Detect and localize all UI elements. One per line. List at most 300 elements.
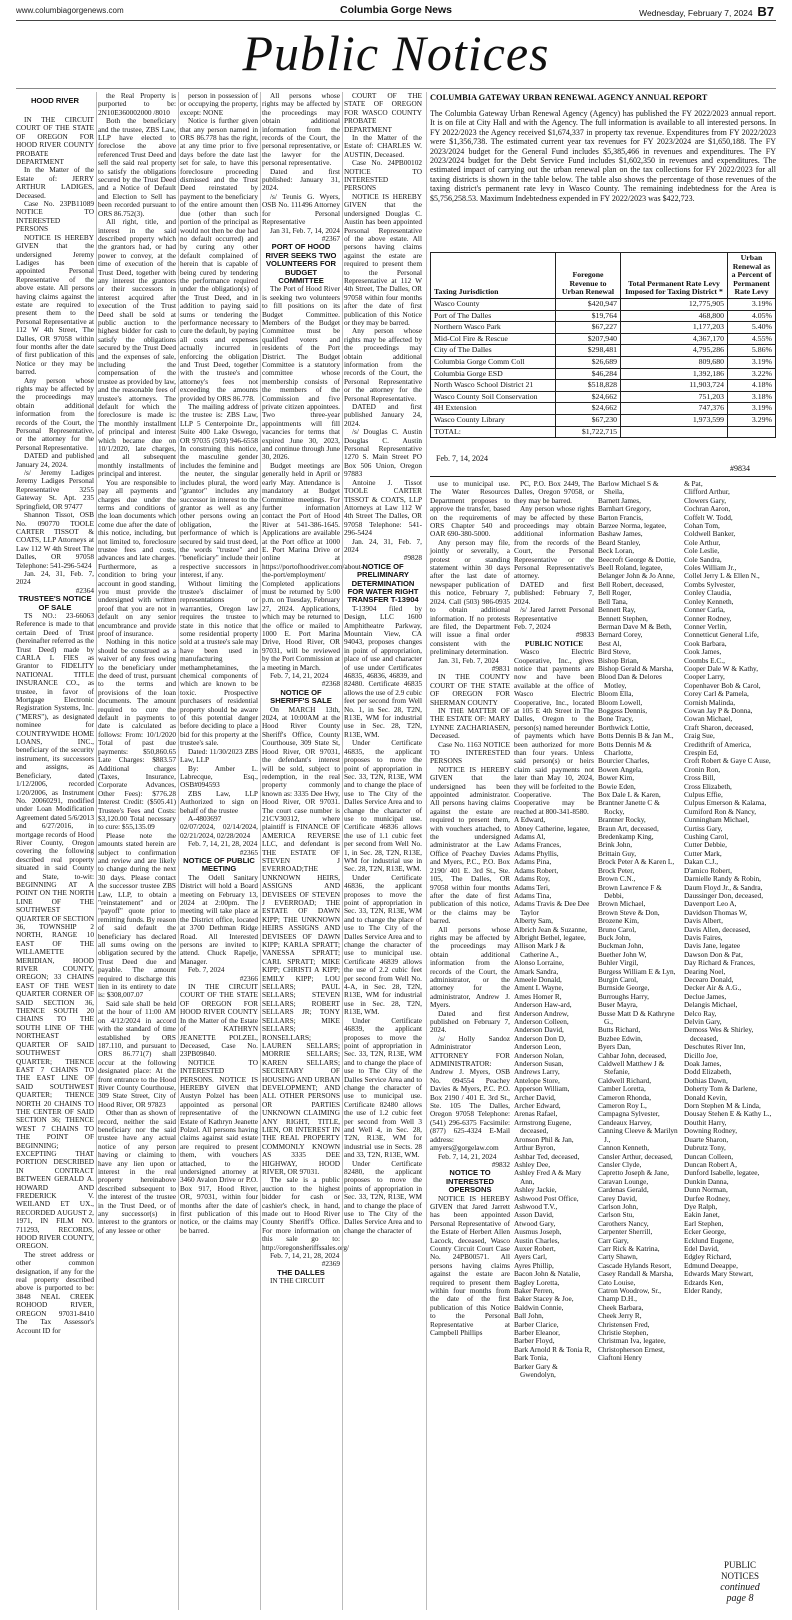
column-divider bbox=[426, 92, 427, 1610]
list-item: Edmund Deeappe, bbox=[684, 1260, 738, 1270]
table-cell: 3.19% bbox=[728, 356, 776, 368]
list-item: Christensen Fred, bbox=[598, 1319, 650, 1329]
table-cell: 3.29% bbox=[728, 414, 776, 426]
notice-paragraph: Feb. 7, 14, 21, 28, 2024 bbox=[270, 1251, 340, 1261]
notice-paragraph: The Odell Sanitary District will hold a Board meeting on February 13, 2024 at 2:00pm. The meeting will take place at the District office, located at 3700 Dethman Ridge Road. All Interested persons are invited to attend. Chuck Rapelje, Manager. bbox=[180, 872, 258, 966]
list-item: Cardenas Gerald, bbox=[598, 1185, 649, 1195]
notice-number: #2365 bbox=[239, 847, 258, 857]
list-item: Ecklund Eugene, bbox=[684, 1235, 734, 1245]
list-item: Ausmus Joseph, bbox=[514, 1227, 562, 1237]
table-cell: $67,230 bbox=[556, 414, 621, 426]
list-item: Bell Tana, bbox=[598, 596, 628, 606]
notice-column-4 bbox=[262, 91, 364, 1610]
list-item: Baker Stacey & Joe, bbox=[514, 1294, 574, 1304]
list-item: Barnhart Gregory, bbox=[598, 504, 652, 514]
list-item: Culpus Emerson & Kalama, bbox=[684, 798, 767, 808]
list-item: Cameron Roy L, bbox=[598, 1101, 647, 1111]
table-cell: 809,680 bbox=[621, 356, 728, 368]
list-item: Anderson Haw-ard, bbox=[514, 1000, 572, 1010]
list-item: Aronson Phil & Jan, bbox=[514, 1134, 574, 1144]
list-item: Cascade Hylands Resort, bbox=[598, 1260, 672, 1270]
list-item: Camber Loretta, bbox=[598, 1084, 646, 1094]
column-header: Foregone Revenue to Urban Renewal bbox=[556, 253, 621, 299]
table-cell: 1,177,203 bbox=[621, 322, 728, 334]
list-item: Ashley Jackie, bbox=[514, 1185, 557, 1195]
list-item: Carothers Nancy, bbox=[598, 1218, 649, 1228]
notice-paragraph: Dated and first published on February 7, 2024. bbox=[430, 1008, 510, 1035]
list-item: Barton Francis, bbox=[598, 512, 643, 522]
list-item: Arthur Byron, bbox=[514, 1143, 556, 1153]
issue-date: Wednesday, February 7, 2024 bbox=[639, 8, 753, 18]
unclaimed-names-column-1 bbox=[598, 480, 680, 1610]
notice-number: #9828 bbox=[403, 553, 422, 563]
column-divider bbox=[260, 92, 261, 1610]
list-item: Anderson Don D, bbox=[514, 1033, 566, 1043]
notice-number: #2368 bbox=[321, 679, 340, 689]
notice-heading: TRUSTEE'S NOTICE OF SALE bbox=[18, 594, 92, 612]
list-item: Ames Homer R, bbox=[514, 991, 562, 1001]
list-item: Dye Ralph, bbox=[684, 1201, 718, 1211]
notice-number: #2367 bbox=[321, 233, 340, 243]
notice-paragraph: The street address or other common designation, if any for the real property described above is purported to be: 3848 NEAL CREEK ROHOOD RIVER, OREGON 97031-8410 The Tax Assessor's Account ID for bbox=[16, 1249, 94, 1335]
notice-paragraph: IN THE COUNTY COURT OF THE STATE OF OREGON FOR SHERMAN COUNTY bbox=[430, 672, 510, 707]
table-cell: TOTAL: bbox=[431, 426, 556, 438]
list-item: Carr Gary, bbox=[598, 1235, 629, 1245]
notice-column-2 bbox=[98, 92, 176, 1610]
page-header bbox=[0, 0, 792, 20]
list-item: Bacon John & Natalie, bbox=[514, 1269, 581, 1279]
table-cell: 747,376 bbox=[621, 403, 728, 415]
list-item: Brown Steve & Don, bbox=[598, 907, 660, 917]
list-item: Bernard Corey, bbox=[598, 630, 643, 640]
table-cell: $67,227 bbox=[556, 322, 621, 334]
notice-paragraph: Without limiting the trustee's disclaimer of representations or warranties, Oregon law requires the trustee to state in this notice that some residential property sold at a trustee's sale may have been used in manufacturing methamphetamines, the chemical components of which are known to be toxic. Prospective purchasers of residential property should be aware of this potential danger before deciding to place a bid for this property at the trustee's sale. bbox=[180, 578, 258, 748]
list-item: Brown Michael, bbox=[598, 899, 646, 909]
notice-paragraph: Feb. 7, 14, 21, 2024 bbox=[270, 671, 329, 681]
list-item: Dorn Stephen M & Linda, bbox=[684, 1101, 761, 1111]
list-item: Bowie Eden, bbox=[598, 781, 636, 791]
list-item: Borthwick Lottie, bbox=[598, 722, 650, 732]
continued-note[interactable] bbox=[704, 1560, 776, 1604]
table-cell: Mid-Col Fire & Rescue bbox=[431, 333, 556, 345]
list-item: Day Richard & Frances, bbox=[684, 958, 755, 968]
notice-heading: NOTICE OF SHERIFF'S SALE bbox=[270, 687, 332, 706]
list-item: Brittain Guy, bbox=[598, 848, 637, 858]
list-item: Brantner Rocky, bbox=[598, 815, 646, 825]
column-divider bbox=[96, 92, 97, 1610]
list-item: Bennett Ray, bbox=[598, 605, 636, 615]
list-item: Bark Tonia, bbox=[514, 1353, 549, 1363]
list-item: Byers Dan, bbox=[598, 1042, 631, 1052]
notice-paragraph: Under Certificate 46836, the applicant proposes to move the point of appropriation in Sec. 33, T2N, R13E, WM and to change the place of use to The City of the Dalles Service Area and to change the character of use to municipal use. Certificate 46839 allows the use of 2.2 cubic feet per second from Well No. 4-A, in Sec. 28, T2N, R13E, WM for industrial use in Sec. 28, T2N, R13E, WM. bbox=[344, 872, 422, 1017]
notice-paragraph: Case No. 1163 NOTICE TO INTERESTED PERSONS bbox=[430, 739, 510, 766]
notice-paragraph: ZBS Law, LLP Authorized to sign on behalf of the trustee bbox=[180, 788, 258, 815]
list-item: Conley Kenneth, bbox=[684, 596, 734, 606]
list-item: Alonso Lorraine, bbox=[514, 958, 564, 968]
table-cell: 468,800 bbox=[621, 310, 728, 322]
list-item: Adams Tina, bbox=[514, 890, 552, 900]
list-item: Beell Roland, legatee, bbox=[598, 563, 663, 573]
list-item: Downing Rodney, bbox=[684, 1126, 738, 1136]
title-rule bbox=[16, 88, 776, 89]
list-item: Ashbar Ted, deceased, bbox=[514, 1151, 580, 1161]
list-item: A Edward, bbox=[514, 815, 546, 825]
list-item: Campagna Sylvester, bbox=[598, 1109, 660, 1119]
list-item: Earl Stephen, bbox=[684, 1218, 724, 1228]
list-item: Davis Jane, legatee bbox=[684, 941, 741, 951]
table-cell: 1,392,186 bbox=[621, 368, 728, 380]
list-item: Brozene Kim, bbox=[598, 916, 639, 926]
list-item: Cutter Debbie, bbox=[684, 840, 727, 850]
notice-paragraph: DATED and first published January 24, 2024. bbox=[344, 402, 422, 428]
cgura-notice-number: #9834 bbox=[730, 464, 750, 473]
list-item: Cole Leslie, bbox=[684, 546, 720, 556]
list-item: Conner Verlin, bbox=[684, 621, 727, 631]
list-item: Donald Kevin, bbox=[684, 1092, 727, 1102]
notice-paragraph: TS NO.: 23-66063 Reference is made to that certain Deed of Trust (hereinafter referred as the Trust Deed) made by CARLA L FIES as Grantor to FIDELITY NATIONAL TITLE INSURANCE CO., as trustee, in favor of Mortgage Electronic Registration Systems, Inc. ("MERS"), as designated nominee for COUNTRYWIDE HOME LOANS, INC., beneficiary of the security instrument, its successors and assigns, as Beneficiary, dated 1/12/2006, recorded 1/20/2006, as Instrument No. 20060291, modified under Loan Modification Agreement dated 5/6/2013 and 6/27/2016, in mortgage records of Hood River County, Oregon covering the following described real property situated in said County and State, to-wit: BEGINNING AT A POINT ON THE NORTH LINE OF THE SOUTHWEST QUARTER OF SECTION 36, TOWNSHIP 2 NORTH, RANGE 10 EAST OF THE WILLAMETTE MERIDIAN, HOOD RIVER COUNTY, OREGON; 33 CHAINS EAST OF THE WEST QUARTER CORNER OF SAID SECTION 36, THENCE SOUTH 20 CHAINS TO THE SOUTH LINE OF THE NORTHEAST QUARTER OF SAID SOUTHWEST QUARTER; THENCE EAST 7 CHAINS TO THE EAST LINE OF SAID SOUTHWEST QUARTER; THENCE NORTH 20 CHAINS TO THE CENTER OF SAID SECTION 36; THENCE WEST 7 CHAINS TO THE POINT OF BEGINNING; EXCEPTING THAT PORTION DESCRIBED IN CONTRACT BETWEEN GERALD A. HOWARD AND FREDERICK V. WEILAND ET UX., RECORDED AUGUST 2, 1971, IN FILM NO. 711293, RECORDS, HOOD RIVER COUNTY, OREGON. bbox=[16, 610, 94, 1251]
notice-paragraph: /s/ Holly Sandoz Administrator ATTORNEY FOR ADMINISTRATOR: Andrew J. Myers, OSB No. 094554 Peachey Davies & Myers, P.C. P.O. Box 2190 / 401 E. 3rd St., Ste. 105 The Dalles, Oregon 97058 Telephone: (541) 296-6375 Facsimile: (877) 625-4324 E-Mail address: amyers@gorgelaw.com bbox=[430, 1033, 510, 1153]
list-item: Bredenkamp King, bbox=[598, 832, 654, 842]
list-item: Cross Elizabeth, bbox=[684, 781, 732, 791]
section-rule bbox=[430, 476, 776, 477]
table-cell bbox=[728, 426, 776, 438]
list-item: Dodd Elizabeth, bbox=[684, 1067, 732, 1077]
list-item: Barber Clarice, bbox=[514, 1319, 559, 1329]
list-item: Bell Roger, bbox=[598, 588, 632, 598]
notice-paragraph: Case No. 24PB00102 NOTICE TO INTERESTED PERSONS bbox=[344, 158, 422, 193]
list-item: Adams Frances, bbox=[514, 840, 562, 850]
list-item: Carr Rick & Katrina, bbox=[598, 1243, 660, 1253]
table-cell: Port of The Dalles bbox=[431, 310, 556, 322]
notice-paragraph: DATED and first published: February 7, 2024. bbox=[514, 579, 594, 606]
list-item: Belanger John & Jo Anne, bbox=[598, 571, 675, 581]
list-item: Adams Al, bbox=[514, 832, 546, 842]
list-item: Decker Air & A.G., bbox=[684, 983, 742, 993]
list-item: Declue James, bbox=[684, 991, 727, 1001]
list-item: D'amico Robert, bbox=[684, 865, 732, 875]
list-item: Buser Mayra, bbox=[598, 1000, 638, 1010]
notice-number: #9832 bbox=[491, 1159, 510, 1169]
list-item: Ameele Donald, bbox=[514, 974, 562, 984]
list-item: Cohan Tom, bbox=[684, 521, 720, 531]
list-item: Christopherson Ernest, bbox=[598, 1344, 665, 1354]
notice-paragraph: COURT OF THE STATE OF OREGON FOR WASCO COUNTY PROBATE DEPARTMENT bbox=[344, 91, 422, 134]
table-cell: $207,940 bbox=[556, 333, 621, 345]
list-item: Cushing Carol, bbox=[684, 832, 729, 842]
list-item: Boggess Dennis, bbox=[598, 705, 648, 715]
list-item: Canning Cleeve & Marilyn J., bbox=[598, 1126, 678, 1144]
list-item: Connetticut General Life, bbox=[684, 630, 759, 640]
list-item: Adams Roy, bbox=[514, 874, 551, 884]
notice-paragraph: Jan. 24, 31, Feb. 7, 2024 bbox=[16, 568, 94, 587]
notice-paragraph: person in possession of or occupying the property, except: NONE bbox=[180, 91, 258, 117]
notice-heading: NOTICE TO INTERESTED OPERSONS bbox=[445, 1168, 495, 1195]
list-item: & Pat, bbox=[684, 479, 703, 488]
list-item: Botts Dennis M & Charlotte, bbox=[598, 739, 652, 757]
list-item: Cameron Rhonda, bbox=[598, 1092, 652, 1102]
list-item: Christman Iva, legatee, bbox=[598, 1336, 666, 1346]
list-item: Combs Sylvester, bbox=[684, 579, 736, 589]
table-cell: Wasco County bbox=[431, 298, 556, 310]
list-item: Cahbar John, deceased, bbox=[598, 1050, 667, 1060]
table-cell: North Wasco School District 21 bbox=[431, 380, 556, 392]
notice-paragraph: Dated: 11/30/2023 ZBS Law, LLP bbox=[180, 746, 258, 765]
list-item: Arenas Rafael, bbox=[514, 1109, 558, 1119]
list-item: Bagley Loretta, bbox=[514, 1277, 560, 1287]
list-item: Cooper Larry, bbox=[684, 672, 725, 682]
list-item: Credithrift of America, bbox=[684, 739, 752, 749]
notice-paragraph: use to municipal use. The Water Resources Department proposes to approve the transfer, based on the requirements of ORS Chapter 540 and OAR 690-380-5000. bbox=[430, 479, 510, 539]
list-item: Cansler Arthur, deceased, bbox=[598, 1151, 673, 1161]
list-item: Feb. 7, 2024 bbox=[514, 621, 551, 631]
notice-column-1 bbox=[16, 116, 94, 1611]
list-item: Anderson David, bbox=[514, 1025, 564, 1035]
list-item: Barlow Michael S & Sheila, bbox=[598, 479, 659, 497]
table-cell: Wasco County Soil Conservation bbox=[431, 391, 556, 403]
list-item: Baldwin Connie, bbox=[514, 1302, 564, 1312]
list-item: Armstrong Eugene, deceased, bbox=[514, 1117, 572, 1136]
cgura-publish-dates: Feb. 7, 14, 2024 bbox=[436, 454, 488, 463]
list-item: Apperson William, bbox=[514, 1084, 570, 1094]
list-item: Bishop Gerald & Marsha, bbox=[598, 663, 674, 673]
list-item: Busse Matt D & Kathryne G., bbox=[598, 1008, 675, 1026]
table-cell: 751,203 bbox=[621, 391, 728, 403]
notice-paragraph: NOTICE TO INTERESTED PERSONS. NOTICE IS HEREBY GIVEN that Austyn Polzel has been appointed as personal representative of the Estate of Kathryn Jeanette Polzel. All persons having claims against said estate are required to present them, with vouchers attached, to the undersigned attorney at 3460 Avalon Drive or P.O. Box 917, Hood River, OR, 97031, within four months after the date of first publication of this notice, or the claims may be barred. bbox=[180, 1057, 258, 1235]
notice-paragraph: Any person whose rights may be affected by the proceedings may obtain additional information from the records of the Court, the Personal Representative, or the attorney for the Personal Representative. bbox=[16, 375, 94, 452]
list-item: Alberty Sam, bbox=[514, 916, 553, 926]
list-item: Bower Kim, bbox=[598, 773, 635, 783]
list-item: Cochran Aaron, bbox=[684, 504, 731, 514]
table-cell: $46,284 bbox=[556, 368, 621, 380]
site-url[interactable]: www.columbiagorgenews.com bbox=[16, 6, 124, 15]
table-cell bbox=[621, 426, 728, 438]
list-item: Barker Gary & Gwendolyn, bbox=[514, 1361, 558, 1380]
list-item: Edel David, bbox=[684, 1243, 719, 1253]
list-item: Butts Richard, bbox=[598, 1025, 641, 1035]
list-item: Bowen Angela, bbox=[598, 764, 643, 774]
table-cell: 12,775,905 bbox=[621, 298, 728, 310]
notice-number: #2364 bbox=[75, 585, 94, 595]
list-item: Douthit Harry, bbox=[684, 1117, 727, 1127]
list-item: Cross Bill, bbox=[684, 773, 716, 783]
notice-paragraph: Under Certificate 82480, the applicant proposes to move the points of appropriation in Sec. 33, T2N, R13E, WM and to change the place of use to The City of the Dalles Service Area and to change the character of bbox=[344, 1158, 422, 1235]
list-item: Berman Dave M & Beth, bbox=[598, 621, 672, 631]
table-row bbox=[431, 356, 776, 368]
list-item: Cannon Kenneth, bbox=[598, 1143, 650, 1153]
list-item: Adams Travis & Dee Dee Taylor bbox=[514, 899, 590, 917]
list-item: Bourcier Charles, bbox=[598, 756, 650, 766]
table-row bbox=[431, 414, 776, 426]
notice-paragraph: /s/ Jared Jarrett Personal Representative bbox=[514, 605, 594, 623]
list-item: Candeaux Harvey, bbox=[598, 1117, 652, 1127]
list-item: Andrews Larry, bbox=[514, 1067, 560, 1077]
table-cell: City of The Dalles bbox=[431, 345, 556, 357]
table-cell: Columbia Gorge Comm Coll bbox=[431, 356, 556, 368]
header-date bbox=[639, 4, 774, 19]
notice-paragraph: /s/ Douglas C. Austin Douglas C. Austin Personal Representative 1270 S. Main Street PO Box 506 Union, Oregon 97883 bbox=[344, 427, 422, 479]
unclaimed-names-column-2 bbox=[684, 480, 776, 1610]
notice-column-3 bbox=[180, 92, 258, 1610]
notice-paragraph: Budget meetings are generally held in April or early May. Attendance is mandatory at Budget Committee meetings. For further information contact the Port of Hood River at 541-386-1645. Applications are available at the Port office at 1000 E. Port Marina Drive or online at https://portofhoodriver.com/about-the-port/employment/ Completed applications must be returned by 5:00 p.m. on Tuesday, February 27, 2024. Applications, which may be returned to the office or mailed to 1000 E. Port Marina Drive, Hood River, OR 97031, will be reviewed by the Port Commission at a meeting in March. bbox=[262, 460, 364, 672]
table-cell: 5.86% bbox=[728, 345, 776, 357]
notice-paragraph: Under Certificate 46839, the applicant proposes to move the point of appropriation in Sec. 33, T2N, R13E, WM and to change the place of use to The City of the Dalles Service Area and to change the character of use to municipal use. Certificate 82480 allows the use of 1.2 cubic feet per second from Well 3 and Well 4, in Sec. 28, T2N, R13E, WM for industrial use in Sects. 28 and 33, T2N, R13E, WM. bbox=[344, 1015, 422, 1160]
list-item: Anderson Andrew, bbox=[514, 1008, 569, 1018]
notice-paragraph: The sale is a public auction to the highest bidder for cash or cashier's check, in hand, made out to Hood River County Sheriff's Office. For more information on this sale go to: http://oregonsheriffssales.org/ bbox=[262, 1175, 350, 1252]
list-item: Ball John, bbox=[514, 1311, 544, 1321]
list-item: Conner Carla, bbox=[684, 605, 725, 615]
notice-paragraph: You are responsible to pay all payments and charges due under the terms and conditions of the loan documents which come due after the date of this notice, including, but not limited to, foreclosure trustee fees and costs, advances and late charges. Furthermore, as a condition to bring your account in good standing, you must provide the undersigned with written proof that you are not in default on any senior encumbrance and provide proof of insurance. bbox=[98, 477, 176, 638]
notice-paragraph: Both the beneficiary and the trustee, ZBS Law, LLP have elected to foreclose the above referenced Trust Deed and sell the said real property to satisfy the obligations secured by the Trust Deed and a Notice of Default and Election to Sell has been recorded pursuant to ORS 86.752(3). bbox=[98, 116, 176, 218]
notice-paragraph: IN THE CIRCUIT COURT OF THE STATE OF OREGON FOR HOOD RIVER COUNTY PROBATE DEPARTMENT bbox=[16, 115, 94, 167]
list-item: Adams Robert, bbox=[514, 865, 559, 875]
table-cell: 3.18% bbox=[728, 391, 776, 403]
list-item: Clowers Gary, bbox=[684, 495, 727, 505]
list-item: Cheek Jerry R, bbox=[598, 1311, 642, 1321]
column-divider bbox=[178, 92, 179, 1610]
list-item: Craig Sue, bbox=[684, 731, 715, 741]
table-cell: 1,973,599 bbox=[621, 414, 728, 426]
list-item: Buckman John, bbox=[598, 941, 644, 951]
list-item: Carlson John, bbox=[598, 1201, 639, 1211]
list-item: Casey Randall & Marsha, bbox=[598, 1269, 674, 1279]
table-body bbox=[431, 298, 776, 437]
list-item: Beard Stanley, bbox=[598, 537, 641, 547]
list-item: Asson David, bbox=[514, 1210, 554, 1220]
table-row bbox=[431, 298, 776, 310]
list-item: Ashley Dee, bbox=[514, 1159, 551, 1169]
list-item: Catron Woodrow, Sr., bbox=[598, 1286, 662, 1295]
cgura-notice bbox=[430, 93, 776, 203]
notice-paragraph: Case No. 23PB11089 NOTICE TO INTERESTED PERSONS bbox=[16, 199, 94, 234]
notice-paragraph: /s/ Teunis G. Wyers, OSB No. 111496 Attorney for Personal Representative bbox=[262, 191, 340, 227]
notice-heading: PORT OF HOOD RIVER SEEKS TWO VOLUNTEERS FOR BUDGET COMMITTEE bbox=[265, 242, 337, 285]
list-item: Buhler Virgil, bbox=[598, 958, 639, 968]
notice-paragraph: A-4803697 02/07/2024, 02/14/2024, 02/21/2024, 02/28/2024 bbox=[180, 813, 258, 840]
list-item: Archer Edward, bbox=[514, 1101, 561, 1111]
page-number: B7 bbox=[757, 4, 774, 19]
list-item: Buzbee Edwin, bbox=[598, 1033, 643, 1043]
notice-paragraph: IN THE CIRCUIT bbox=[270, 1276, 325, 1286]
table-cell: $298,481 bbox=[556, 345, 621, 357]
table-row bbox=[431, 322, 776, 334]
list-item: Buck John, bbox=[598, 932, 631, 942]
list-item: Coles William Jr., bbox=[684, 563, 737, 573]
list-item: Blood Dan & Delores Motley, bbox=[598, 672, 662, 690]
notice-paragraph: Under Certificate 46835, the applicant proposes to move the point of appropriation in Sec. 33, T2N, R13E, WM and to change the place of use to The City of the Dalles Service Area and to change the character of use to municipal use. Certificate 46836 allows the use of 1.1 cubic feet per second from Well No. 1, in Sec. 28, T2N, R13E, WM for industrial use in Sec. 28, T2N, R13E, WM. bbox=[344, 738, 422, 874]
list-item: Coldwell Banker, bbox=[684, 529, 736, 539]
list-item: Baker Perren, bbox=[514, 1286, 555, 1295]
list-item: Bashaw James, bbox=[598, 529, 643, 539]
list-item: Best Al, bbox=[598, 638, 622, 648]
list-item: Cansler Clyde, bbox=[598, 1159, 642, 1169]
list-item: Coombs E.C., bbox=[684, 655, 725, 665]
table-row bbox=[431, 333, 776, 345]
notice-paragraph: /s/ Jeremy Ladiges Jeremy Ladiges Personal Representative 3255 Gateway St. Apt. 235 Springfield, OR 97477 bbox=[16, 468, 94, 511]
list-item: Cowan Michael, bbox=[684, 714, 733, 724]
table-row bbox=[431, 310, 776, 322]
notice-paragraph: Dated and first published: January 31, 2024. bbox=[262, 166, 340, 193]
table-cell: $26,689 bbox=[556, 356, 621, 368]
notice-column-7 bbox=[514, 480, 594, 1610]
list-item: Daum Floyd Jr., & Sandra, bbox=[684, 882, 763, 892]
list-item: Davis Allen, deceased, bbox=[684, 924, 751, 934]
list-item: Adams Phyllis, bbox=[514, 848, 559, 858]
notice-paragraph: Any person may file, jointly or severally, a protest or standing statement within 30 days after the last date of newspaper publication of this notice, February 7, 2024. Call (503) 986-0935 to obtain additional information. If no protests are filed, the Department will issue a final order consistent with the preliminary determination. bbox=[430, 537, 510, 657]
list-item: Cutter Mark, bbox=[684, 848, 722, 858]
notice-paragraph: Other than as shown of record, neither the said beneficiary nor the said trustee have any actual notice of any person having or claiming to have any lien upon or interest in the real property hereinabove described subsequent to the interest of the trustee in the Trust Deed, or of any successor(s) in interest to the grantors or of any lessee or other bbox=[98, 1108, 176, 1235]
list-item: Davenport Leo A, bbox=[684, 899, 737, 909]
list-item: Ayers Carl, bbox=[514, 1252, 547, 1262]
list-item: Brown C.N., bbox=[598, 874, 636, 884]
list-item: Carty Shawn, bbox=[598, 1252, 638, 1262]
list-item: Ashley Fred A & Mary Ann, bbox=[514, 1168, 582, 1186]
list-item: Bishop Brian, bbox=[598, 655, 639, 665]
list-item: Carpenter Sherrill, bbox=[598, 1227, 653, 1237]
notice-paragraph: Jan. 31, Feb. 7, 2024 bbox=[438, 655, 499, 665]
cgura-title: COLUMBIA GATEWAY URBAN RENEWAL AGENCY ANNUAL REPORT bbox=[430, 93, 708, 102]
table-row bbox=[431, 391, 776, 403]
notice-heading: PUBLIC NOTICE bbox=[524, 638, 584, 648]
list-item: Bell Robert, deceased, bbox=[598, 579, 664, 589]
table-cell: $1,722,715 bbox=[556, 426, 621, 438]
list-item: Caldwell Richard, bbox=[598, 1075, 652, 1085]
list-item: Albrich Jean & Suzanne, bbox=[514, 924, 587, 934]
list-item: Delvin Gary, bbox=[684, 1017, 722, 1026]
table-cell: $19,764 bbox=[556, 310, 621, 322]
list-item: Austin Charles, bbox=[514, 1235, 560, 1245]
list-item: Collel Jerry L & Ellen N., bbox=[684, 571, 760, 581]
list-item: Doak James, bbox=[684, 1059, 722, 1069]
list-item: Brock Peter A & Karen L, bbox=[598, 857, 675, 867]
notice-paragraph: PC, P.O. Box 2449, The Dalles, Oregon 97058, or they may be barred. bbox=[514, 479, 594, 505]
notice-paragraph: NOTICE IS HEREBY GIVEN that the undersigned has been appointed administrator. All persons having claims against the estate are required to present them, with vouchers attached, to the undersigned administrator at the Law Office of Peachey Davies and Myers, P.C., P.O. Box 2190/ 401 E. 3rd St., Ste. 105, The Dalles, OR 97058 within four months after the date of first publication of this notice, or the claims may be barred. bbox=[430, 764, 510, 926]
column-header: Taxing Jurisdiction bbox=[431, 253, 556, 299]
notice-paragraph: Any person whose rights may be affected by the proceedings may obtain additional information from the records of the Court, the Personal Representative or the attorney for the Personal Representative. bbox=[344, 326, 422, 403]
list-item: Cook Barbara, bbox=[684, 638, 727, 648]
list-item: Ashwood T.V., bbox=[514, 1201, 558, 1211]
column-header: Total Permanent Rate Levy Imposed for Taxing District * bbox=[621, 253, 728, 299]
list-item: Braun Art, deceased, bbox=[598, 823, 659, 833]
notice-heading: NOTICE OF PRELIMINARY DETERMINATION FOR WATER RIGHT TRANSFER T-13904 bbox=[347, 561, 419, 605]
list-item: Davis Albert, bbox=[684, 916, 723, 926]
list-item: Bark Arnold R & Tonia R, bbox=[514, 1344, 592, 1354]
table-cell: Northern Wasco Park bbox=[431, 322, 556, 334]
notice-paragraph: Feb. 7, 14, 21, 2024 bbox=[438, 1151, 497, 1161]
list-item: Burnside George, bbox=[598, 983, 650, 993]
list-item: Cumiford Ron & Nancy, bbox=[684, 806, 757, 816]
list-item: Cronin Ron, bbox=[684, 764, 721, 774]
list-item: Christie Stephen, bbox=[598, 1328, 649, 1338]
list-item: Dubrutz Tony, bbox=[684, 1143, 726, 1153]
list-item: Barzee Norma, legatee, bbox=[598, 521, 667, 531]
notice-paragraph: NOTICE IS HEREBY GIVEN that the undersigned Douglas C. Austin has been appointed Personal Representative of the above estate. All persons having claims against the estate are required to present them to the Personal Representative at 112 W 4th Street, The Dalles, OR 97058 within four months after the date of first publication of this Notice or they may be barred. bbox=[344, 191, 422, 327]
list-item: Cunningham Michael, bbox=[684, 815, 750, 825]
list-item: Deschutes River Inn, bbox=[684, 1042, 746, 1052]
table-cell: 3.19% bbox=[728, 298, 776, 310]
list-item: Conner Rodney, bbox=[684, 613, 732, 623]
list-item: Delangis Michael, bbox=[684, 1000, 738, 1010]
notice-paragraph: Feb. 7, 2024 bbox=[188, 965, 225, 975]
list-item: Cooper Dale W & Kathy, bbox=[684, 663, 759, 673]
notice-paragraph: Shannon Tissot, OSB No. 090770 TOOLE CARTER TISSOT & COATS, LLP Attorneys at Law 112 W 4th Street The Dalles, OR 97058 Telephone: 541-296-5424 bbox=[16, 510, 94, 570]
notice-paragraph: Any person whose rights may be affected by these proceedings may obtain additional information from the records of the Court, the Personal Representative or the Personal Representative's attorney. bbox=[514, 504, 594, 581]
list-item: Cornish Malinda, bbox=[684, 697, 736, 707]
list-item: Brantner Janette C & Rocky, bbox=[598, 798, 660, 816]
list-item: Corey Carl & Pamela, bbox=[684, 689, 749, 699]
table-cell: 11,903,724 bbox=[621, 380, 728, 392]
column-divider bbox=[342, 92, 343, 1610]
table-cell: Columbia Gorge ESD bbox=[431, 368, 556, 380]
